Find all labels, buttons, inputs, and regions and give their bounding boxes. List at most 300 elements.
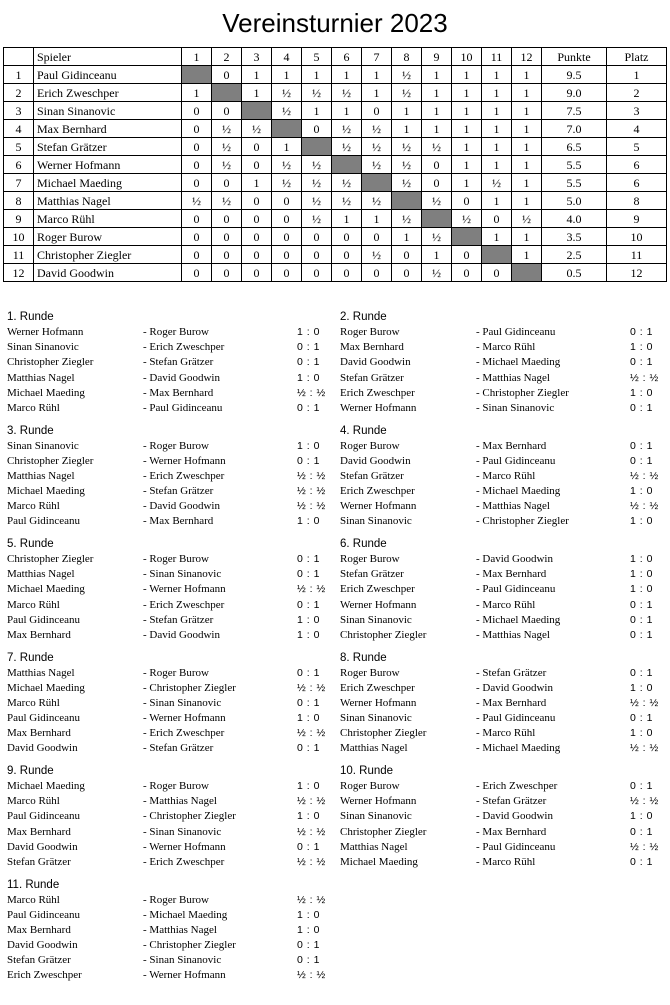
game-result: ½ : ½ xyxy=(297,855,326,868)
diagonal-cell xyxy=(422,210,452,228)
result-cell: ½ xyxy=(422,138,452,156)
result-cell: 1 xyxy=(392,102,422,120)
game-row xyxy=(7,582,325,597)
game-row xyxy=(7,840,325,855)
game-row xyxy=(7,469,325,484)
game-result: 0 : 1 xyxy=(630,356,653,369)
result-cell: ½ xyxy=(512,210,542,228)
result-cell: 0 xyxy=(212,66,242,84)
result-cell: ½ xyxy=(362,138,392,156)
result-cell: ½ xyxy=(362,156,392,174)
result-cell: 1 xyxy=(332,66,362,84)
header-opponent-8: 8 xyxy=(392,48,422,66)
game-row xyxy=(7,908,325,923)
white-player: Michael Maeding xyxy=(7,681,85,694)
result-cell: 1 xyxy=(512,156,542,174)
points-cell: 7.0 xyxy=(542,120,607,138)
white-player: Paul Gidinceanu xyxy=(7,810,81,823)
white-player: Roger Burow xyxy=(340,553,400,565)
row-number: 6 xyxy=(4,156,34,174)
white-player: Sinan Sinanovic xyxy=(340,515,412,528)
white-player: Erich Zweschper xyxy=(7,969,82,982)
game-row xyxy=(7,809,325,824)
result-cell: 0 xyxy=(242,156,272,174)
place-cell: 2 xyxy=(607,84,667,102)
result-cell: 1 xyxy=(482,120,512,138)
black-player: - Christopher Ziegler xyxy=(143,810,236,823)
points-cell: 9.5 xyxy=(542,66,607,84)
game-result: ½ : ½ xyxy=(630,371,659,384)
game-row xyxy=(7,514,325,529)
result-cell: ½ xyxy=(362,246,392,264)
row-number: 3 xyxy=(4,102,34,120)
result-cell: 1 xyxy=(242,66,272,84)
diagonal-cell xyxy=(362,174,392,192)
game-row xyxy=(7,794,325,809)
result-cell: 1 xyxy=(482,84,512,102)
points-cell: 5.5 xyxy=(542,174,607,192)
diagonal-cell xyxy=(482,246,512,264)
result-cell: 1 xyxy=(452,156,482,174)
player-name: Marco Rühl xyxy=(34,210,182,228)
place-cell: 8 xyxy=(607,192,667,210)
result-cell: 1 xyxy=(482,66,512,84)
table-row xyxy=(4,66,667,84)
result-cell: 0 xyxy=(242,192,272,210)
game-result: 0 : 1 xyxy=(297,553,320,565)
points-cell: 2.5 xyxy=(542,246,607,264)
white-player: Erich Zweschper xyxy=(340,583,415,596)
result-cell: ½ xyxy=(362,192,392,210)
result-cell: ½ xyxy=(392,84,422,102)
white-player: Christopher Ziegler xyxy=(340,825,427,838)
game-row xyxy=(7,401,325,416)
game-result: ½ : ½ xyxy=(297,795,326,808)
game-result: 0 : 1 xyxy=(297,598,320,611)
black-player: - Stefan Grätzer xyxy=(143,613,214,626)
game-row xyxy=(7,355,325,370)
result-cell: 1 xyxy=(182,84,212,102)
game-result: ½ : ½ xyxy=(297,485,326,498)
result-cell: 1 xyxy=(512,246,542,264)
game-row xyxy=(7,386,325,401)
result-cell: ½ xyxy=(332,84,362,102)
result-cell: 1 xyxy=(452,138,482,156)
result-cell: 1 xyxy=(452,84,482,102)
round-title: 6. Runde xyxy=(340,538,387,550)
result-cell: ½ xyxy=(452,210,482,228)
result-cell: 0 xyxy=(362,264,392,282)
white-player: Sinan Sinanovic xyxy=(7,439,79,452)
result-cell: 0 xyxy=(182,102,212,120)
result-cell: 0 xyxy=(212,210,242,228)
game-row xyxy=(7,923,325,938)
result-cell: 1 xyxy=(422,120,452,138)
game-result: 0 : 1 xyxy=(630,613,653,626)
game-row xyxy=(340,825,658,840)
game-result: 0 : 1 xyxy=(297,954,320,967)
white-player: Matthias Nagel xyxy=(7,469,75,482)
result-cell: 1 xyxy=(392,228,422,246)
white-player: Roger Burow xyxy=(340,326,400,338)
diagonal-cell xyxy=(182,66,212,84)
game-row xyxy=(340,484,658,499)
header-opponent-10: 10 xyxy=(452,48,482,66)
round-title: 8. Runde xyxy=(340,651,387,664)
page-title: Vereinsturnier 2023 xyxy=(222,8,448,38)
round-block xyxy=(340,310,658,416)
table-row xyxy=(4,174,667,192)
game-row xyxy=(7,340,325,355)
game-result: 1 : 0 xyxy=(630,485,653,498)
game-result: 0 : 1 xyxy=(297,356,320,369)
black-player: - Stefan Grätzer xyxy=(476,666,547,679)
game-result: 1 : 0 xyxy=(630,515,653,528)
black-player: - Marco Rühl xyxy=(476,727,536,740)
black-player: - Max Bernhard xyxy=(476,696,547,709)
white-player: David Goodwin xyxy=(340,454,411,467)
result-cell: ½ xyxy=(242,120,272,138)
result-cell: 1 xyxy=(332,102,362,120)
result-cell: ½ xyxy=(332,192,362,210)
points-cell: 4.0 xyxy=(542,210,607,228)
result-cell: 1 xyxy=(422,66,452,84)
diagonal-cell xyxy=(242,102,272,120)
game-result: 1 : 0 xyxy=(297,515,320,528)
table-row xyxy=(4,228,667,246)
result-cell: 1 xyxy=(422,84,452,102)
result-cell: 0 xyxy=(482,210,512,228)
black-player: - Erich Zweschper xyxy=(143,598,225,611)
player-name: Christopher Ziegler xyxy=(34,246,182,264)
white-player: Marco Rühl xyxy=(7,401,60,414)
game-result: 1 : 0 xyxy=(297,371,320,384)
black-player: - Christopher Ziegler xyxy=(143,681,236,694)
black-player: - Sinan Sinanovic xyxy=(143,954,222,967)
white-player: Christopher Ziegler xyxy=(340,628,427,641)
game-row xyxy=(340,371,658,386)
black-player: - Paul Gidinceanu xyxy=(476,840,556,853)
result-cell: 1 xyxy=(512,174,542,192)
row-number: 9 xyxy=(4,210,34,228)
result-cell: 0 xyxy=(212,102,242,120)
result-cell: 1 xyxy=(242,84,272,102)
game-result: ½ : ½ xyxy=(297,469,326,482)
game-result: ½ : ½ xyxy=(630,840,659,853)
black-player: - Marco Rühl xyxy=(476,341,536,354)
round-block xyxy=(340,651,658,757)
game-row xyxy=(7,779,325,794)
game-row xyxy=(7,825,325,840)
header-opponent-5: 5 xyxy=(302,48,332,66)
game-result: 1 : 0 xyxy=(297,923,320,936)
game-result: 0 : 1 xyxy=(297,568,320,581)
game-row xyxy=(7,711,325,726)
white-player: Michael Maeding xyxy=(7,485,85,498)
black-player: - Max Bernhard xyxy=(143,386,214,399)
game-result: 0 : 1 xyxy=(630,598,653,611)
game-result: 1 : 0 xyxy=(630,681,653,694)
round-title: 11. Runde xyxy=(7,878,60,891)
points-cell: 7.5 xyxy=(542,102,607,120)
game-result: 1 : 0 xyxy=(630,568,653,581)
result-cell: 0 xyxy=(332,228,362,246)
result-cell: ½ xyxy=(182,192,212,210)
black-player: - Marco Rühl xyxy=(476,598,536,611)
result-cell: 0 xyxy=(452,246,482,264)
black-player: - Sinan Sinanovic xyxy=(143,825,222,838)
game-row xyxy=(340,598,658,613)
game-result: 1 : 0 xyxy=(297,613,320,626)
black-player: - Matthias Nagel xyxy=(143,795,217,808)
white-player: Sinan Sinanovic xyxy=(7,341,79,354)
black-player: - Max Bernhard xyxy=(476,568,547,581)
black-player: - Stefan Grätzer xyxy=(143,742,214,755)
row-number: 5 xyxy=(4,138,34,156)
result-cell: ½ xyxy=(272,102,302,120)
player-name: Erich Zweschper xyxy=(34,84,182,102)
white-player: Christopher Ziegler xyxy=(7,356,94,369)
round-title: 3. Runde xyxy=(7,424,54,437)
result-cell: ½ xyxy=(272,174,302,192)
place-cell: 10 xyxy=(607,228,667,246)
game-row xyxy=(340,567,658,582)
diagonal-cell xyxy=(272,120,302,138)
round-title: 7. Runde xyxy=(7,651,54,664)
result-cell: 0 xyxy=(182,138,212,156)
game-row xyxy=(340,711,658,726)
player-name: Sinan Sinanovic xyxy=(34,102,182,120)
game-result: 1 : 0 xyxy=(630,583,653,596)
result-cell: 0 xyxy=(302,264,332,282)
game-result: 0 : 1 xyxy=(630,628,653,641)
game-row xyxy=(340,681,658,696)
white-player: Paul Gidinceanu xyxy=(7,712,81,725)
white-player: Matthias Nagel xyxy=(7,666,75,679)
black-player: - Roger Burow xyxy=(143,553,209,565)
game-result: 1 : 0 xyxy=(297,712,320,725)
black-player: - Matthias Nagel xyxy=(143,923,217,936)
header-opponent-9: 9 xyxy=(422,48,452,66)
round-title: 2. Runde xyxy=(340,311,387,323)
result-cell: ½ xyxy=(212,120,242,138)
result-cell: 0 xyxy=(452,192,482,210)
white-player: Matthias Nagel xyxy=(340,742,408,755)
game-row xyxy=(340,499,658,514)
round-block xyxy=(7,878,325,984)
result-cell: 0 xyxy=(242,246,272,264)
table-row xyxy=(4,84,667,102)
white-player: David Goodwin xyxy=(7,840,78,853)
game-row xyxy=(7,696,325,711)
game-row xyxy=(7,598,325,613)
result-cell: 1 xyxy=(512,102,542,120)
header-opponent-2: 2 xyxy=(212,48,242,66)
black-player: - Roger Burow xyxy=(143,780,209,792)
result-cell: 1 xyxy=(422,102,452,120)
round-block xyxy=(7,651,325,757)
white-player: Erich Zweschper xyxy=(340,681,415,694)
points-cell: 5.0 xyxy=(542,192,607,210)
diagonal-cell xyxy=(212,84,242,102)
place-cell: 3 xyxy=(607,102,667,120)
game-result: 0 : 1 xyxy=(297,401,320,414)
result-cell: ½ xyxy=(332,174,362,192)
round-block xyxy=(7,310,325,416)
game-row xyxy=(340,809,658,824)
player-name: Paul Gidinceanu xyxy=(34,66,182,84)
game-result: 0 : 1 xyxy=(297,939,320,952)
result-cell: 0 xyxy=(272,228,302,246)
table-row xyxy=(4,120,667,138)
black-player: - Matthias Nagel xyxy=(476,628,550,641)
game-result: 0 : 1 xyxy=(630,825,653,838)
result-cell: 0 xyxy=(332,264,362,282)
points-cell: 6.5 xyxy=(542,138,607,156)
white-player: David Goodwin xyxy=(340,356,411,369)
round-block xyxy=(340,537,658,643)
white-player: Christopher Ziegler xyxy=(340,727,427,740)
result-cell: 0 xyxy=(302,246,332,264)
black-player: - Max Bernhard xyxy=(143,515,214,528)
row-number: 11 xyxy=(4,246,34,264)
white-player: Max Bernhard xyxy=(340,341,404,354)
white-player: Paul Gidinceanu xyxy=(7,515,81,528)
result-cell: 1 xyxy=(512,84,542,102)
place-cell: 9 xyxy=(607,210,667,228)
game-result: ½ : ½ xyxy=(297,969,326,982)
black-player: - Erich Zweschper xyxy=(143,727,225,740)
result-cell: 0 xyxy=(242,228,272,246)
result-cell: 1 xyxy=(482,102,512,120)
result-cell: 1 xyxy=(512,120,542,138)
round-block xyxy=(7,764,325,870)
player-name: Matthias Nagel xyxy=(34,192,182,210)
result-cell: 1 xyxy=(332,210,362,228)
game-result: 1 : 0 xyxy=(630,341,653,354)
points-cell: 9.0 xyxy=(542,84,607,102)
game-result: 0 : 1 xyxy=(630,454,653,467)
game-result: ½ : ½ xyxy=(630,742,659,755)
black-player: - Paul Gidinceanu xyxy=(476,583,556,596)
game-result: ½ : ½ xyxy=(630,696,659,709)
white-player: David Goodwin xyxy=(7,742,78,755)
black-player: - Marco Rühl xyxy=(476,855,536,868)
round-title: 4. Runde xyxy=(340,424,387,437)
header-opponent-4: 4 xyxy=(272,48,302,66)
white-player: Michael Maeding xyxy=(7,386,85,399)
black-player: - Werner Hofmann xyxy=(143,840,226,853)
white-player: Roger Burow xyxy=(340,666,400,679)
white-player: Werner Hofmann xyxy=(340,598,417,611)
result-cell: ½ xyxy=(302,192,332,210)
white-player: Stefan Grätzer xyxy=(7,954,71,967)
round-title: 10. Runde xyxy=(340,765,394,777)
result-cell: 1 xyxy=(482,228,512,246)
row-number: 10 xyxy=(4,228,34,246)
game-row xyxy=(7,325,325,340)
white-player: Werner Hofmann xyxy=(340,401,417,414)
crosstable-header-row xyxy=(4,48,667,66)
result-cell: 0 xyxy=(242,264,272,282)
game-result: ½ : ½ xyxy=(297,386,326,399)
result-cell: ½ xyxy=(302,84,332,102)
game-row xyxy=(340,628,658,643)
diagonal-cell xyxy=(512,264,542,282)
result-cell: 1 xyxy=(512,228,542,246)
game-row xyxy=(340,794,658,809)
white-player: Roger Burow xyxy=(340,439,400,452)
black-player: - Erich Zweschper xyxy=(143,855,225,868)
result-cell: 0 xyxy=(212,174,242,192)
game-result: ½ : ½ xyxy=(297,893,326,906)
game-result: 0 : 1 xyxy=(297,454,320,467)
black-player: - Erich Zweschper xyxy=(143,341,225,354)
result-cell: 0 xyxy=(362,228,392,246)
game-result: 0 : 1 xyxy=(297,341,320,354)
result-cell: ½ xyxy=(392,138,422,156)
result-cell: ½ xyxy=(212,138,242,156)
place-cell: 6 xyxy=(607,174,667,192)
result-cell: ½ xyxy=(392,156,422,174)
game-row xyxy=(340,552,658,567)
white-player: Matthias Nagel xyxy=(7,371,75,384)
result-cell: ½ xyxy=(392,174,422,192)
white-player: Roger Burow xyxy=(340,780,400,792)
place-cell: 12 xyxy=(607,264,667,282)
result-cell: 1 xyxy=(452,120,482,138)
game-result: ½ : ½ xyxy=(297,500,326,513)
black-player: - David Goodwin xyxy=(143,500,220,513)
game-row xyxy=(7,726,325,741)
game-row xyxy=(7,628,325,643)
result-cell: 0 xyxy=(422,156,452,174)
row-number: 7 xyxy=(4,174,34,192)
white-player: Matthias Nagel xyxy=(340,840,408,853)
black-player: - Sinan Sinanovic xyxy=(476,401,555,414)
black-player: - Christopher Ziegler xyxy=(143,939,236,952)
game-row xyxy=(7,968,325,983)
white-player: Michael Maeding xyxy=(340,855,418,868)
game-result: 0 : 1 xyxy=(630,855,653,868)
black-player: - Roger Burow xyxy=(143,326,209,338)
result-cell: 1 xyxy=(272,66,302,84)
white-player: Max Bernhard xyxy=(7,628,71,641)
round-block xyxy=(340,424,658,530)
result-cell: 1 xyxy=(362,66,392,84)
result-cell: 1 xyxy=(452,102,482,120)
round-block xyxy=(7,424,325,530)
black-player: - David Goodwin xyxy=(476,681,553,694)
game-row xyxy=(340,726,658,741)
game-row xyxy=(7,681,325,696)
white-player: Paul Gidinceanu xyxy=(7,613,81,626)
result-cell: 0 xyxy=(212,246,242,264)
result-cell: 1 xyxy=(452,174,482,192)
result-cell: 1 xyxy=(302,66,332,84)
result-cell: 1 xyxy=(362,210,392,228)
result-cell: 0 xyxy=(392,246,422,264)
black-player: - Michael Maeding xyxy=(143,908,228,921)
white-player: Max Bernhard xyxy=(7,923,71,936)
white-player: Paul Gidinceanu xyxy=(7,908,81,921)
result-cell: 0 xyxy=(482,264,512,282)
points-cell: 5.5 xyxy=(542,156,607,174)
game-result: 1 : 0 xyxy=(630,727,653,740)
result-cell: 1 xyxy=(302,102,332,120)
result-cell: 0 xyxy=(182,174,212,192)
black-player: - Stefan Grätzer xyxy=(143,485,214,498)
